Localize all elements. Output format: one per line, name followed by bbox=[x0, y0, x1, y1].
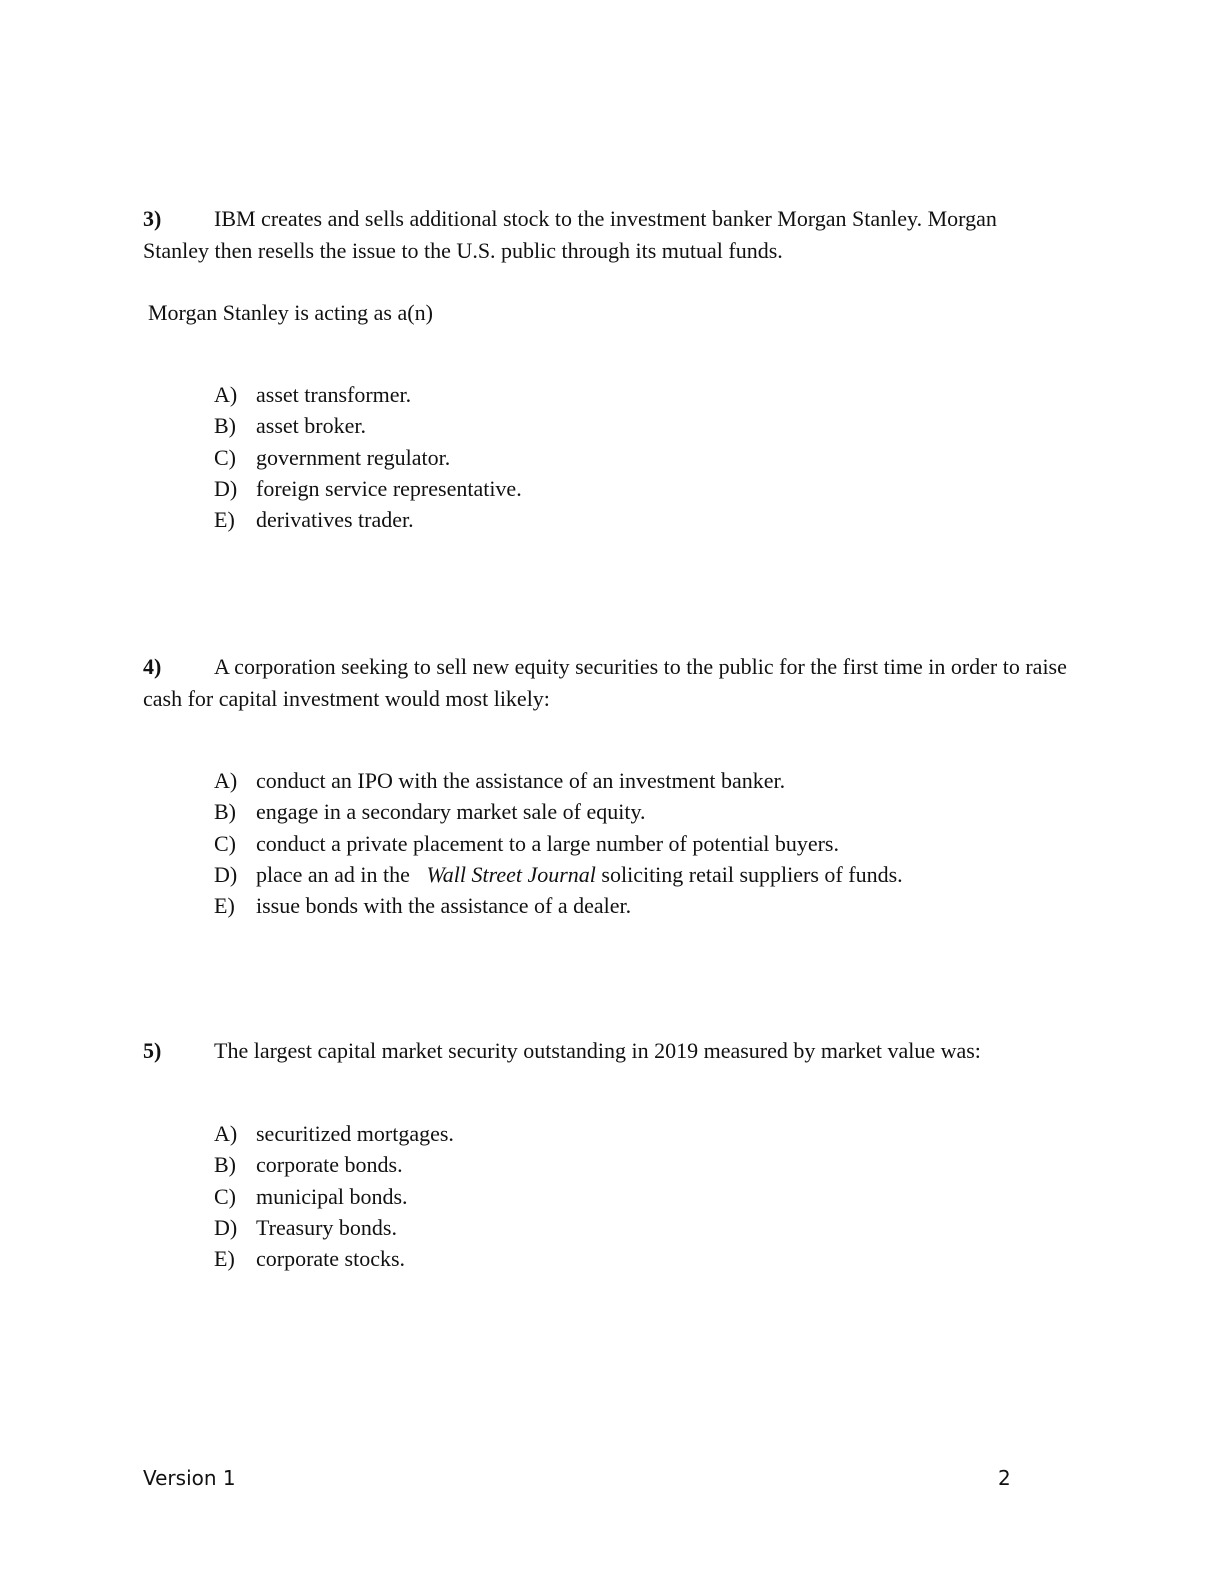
question-4 bbox=[143, 651, 1068, 921]
option-d bbox=[214, 473, 1139, 504]
option-text: asset transformer. bbox=[256, 382, 412, 407]
question-5-stem bbox=[143, 1035, 1068, 1067]
question-3-stem bbox=[143, 203, 1068, 267]
option-text-after: soliciting retail suppliers of funds. bbox=[601, 861, 903, 887]
question-number: 3) bbox=[143, 206, 162, 231]
option-letter: B) bbox=[214, 413, 236, 439]
option-letter: D) bbox=[214, 1214, 238, 1240]
option-a bbox=[214, 379, 1139, 410]
question-4-stem bbox=[143, 651, 1068, 715]
question-number: 5) bbox=[143, 1038, 162, 1063]
option-text: government regulator. bbox=[256, 444, 451, 470]
option-letter: E) bbox=[214, 507, 235, 533]
option-letter: D) bbox=[214, 475, 238, 501]
option-letter: C) bbox=[214, 830, 236, 856]
option-d bbox=[214, 859, 1139, 890]
question-number: 4) bbox=[143, 654, 162, 679]
option-text: corporate bonds. bbox=[256, 1152, 403, 1178]
question-text: A corporation seeking to sell new equity securities to the public for the first time in order to raise cash for capital investment would most likely: bbox=[143, 654, 1067, 711]
question-text: IBM creates and sells additional stock to the investment banker Morgan Stanley. Morgan Stanley then resells the issue to the U.S. public through its mutual funds. bbox=[143, 206, 997, 263]
option-text: conduct an IPO with the assistance of an investment banker. bbox=[256, 768, 786, 793]
option-c bbox=[214, 828, 1139, 859]
footer-version: Version 1 bbox=[143, 1466, 236, 1490]
option-text: issue bonds with the assistance of a dealer. bbox=[256, 893, 632, 919]
question-5 bbox=[143, 1035, 1068, 1274]
footer-page-number: 2 bbox=[998, 1466, 1011, 1490]
option-d bbox=[214, 1212, 1139, 1243]
answer-options bbox=[214, 765, 1139, 921]
publication-title: Wall Street Journal bbox=[426, 861, 596, 887]
option-text: securitized mortgages. bbox=[256, 1121, 454, 1146]
question-text: The largest capital market security outstanding in 2019 measured by market value was: bbox=[214, 1038, 981, 1063]
option-a bbox=[214, 765, 1139, 796]
answer-options bbox=[214, 379, 1139, 535]
option-letter: C) bbox=[214, 1183, 236, 1209]
option-text: engage in a secondary market sale of equity. bbox=[256, 799, 646, 825]
answer-options bbox=[214, 1118, 1139, 1274]
option-e bbox=[214, 1243, 1139, 1274]
option-letter: B) bbox=[214, 1152, 236, 1178]
option-text: derivatives trader. bbox=[256, 507, 414, 533]
option-letter: D) bbox=[214, 861, 238, 887]
option-text: municipal bonds. bbox=[256, 1183, 408, 1209]
option-a bbox=[214, 1118, 1139, 1149]
option-letter: C) bbox=[214, 444, 236, 470]
option-text-before: place an ad in the bbox=[256, 861, 410, 887]
option-text: asset broker. bbox=[256, 413, 366, 439]
question-3 bbox=[143, 203, 1068, 535]
option-letter: E) bbox=[214, 1246, 235, 1272]
option-b bbox=[214, 1149, 1139, 1180]
option-c bbox=[214, 442, 1139, 473]
option-letter: A) bbox=[214, 382, 238, 407]
option-text: Treasury bonds. bbox=[256, 1214, 397, 1240]
option-b bbox=[214, 796, 1139, 827]
option-letter: A) bbox=[214, 1121, 238, 1146]
option-text: corporate stocks. bbox=[256, 1246, 406, 1272]
option-e bbox=[214, 890, 1139, 921]
option-text: foreign service representative. bbox=[256, 475, 522, 501]
option-e bbox=[214, 504, 1139, 535]
option-letter: B) bbox=[214, 799, 236, 825]
option-letter: A) bbox=[214, 768, 238, 793]
option-text: conduct a private placement to a large number of potential buyers. bbox=[256, 830, 839, 856]
option-b bbox=[214, 410, 1139, 441]
question-3-prompt: Morgan Stanley is acting as a(n) bbox=[148, 300, 433, 325]
option-c bbox=[214, 1181, 1139, 1212]
option-letter: E) bbox=[214, 893, 235, 919]
